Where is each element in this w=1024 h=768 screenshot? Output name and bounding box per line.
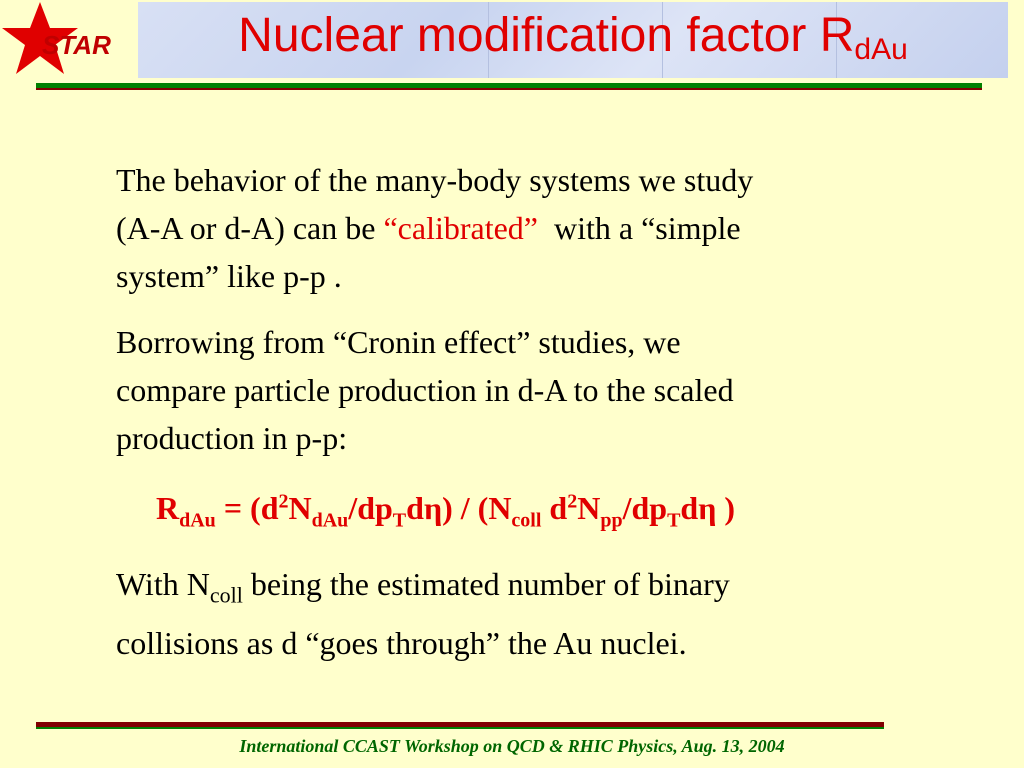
page-title: Nuclear modification factor $R_{dAu}$: [238, 9, 908, 66]
star-logo: [0, 0, 140, 82]
footer-text: International CCAST Workshop on QCD & RHIC Physics, Aug. 13, 2004: [239, 736, 785, 756]
calibrated-highlight: “calibrated”: [383, 210, 538, 246]
logo-text: STAR: [42, 30, 111, 60]
paragraph-2: Borrowing from “Cronin effect” studies, we compare particle production in d-A to the scaled production in p-p:: [116, 324, 734, 456]
body-text: [116, 156, 916, 480]
top-divider-accent: [36, 88, 982, 90]
rdau-formula: $R_{dAu} = (d^2N_{dAu}/dp_Td\eta) / (N_{coll}$ $d^2N_{pp}/dp_Td\eta$ ): [156, 490, 736, 532]
paragraph-1: The behavior of the many-body systems we study (A-A or d-A) can be “calibrated” with a “simple system” like p-p .: [116, 162, 754, 294]
paragraph-3: With $N_{coll}$ being the estimated number of binary collisions as d “goes through” the Au nuclei.: [116, 566, 730, 662]
bottom-divider-accent: [36, 727, 884, 729]
